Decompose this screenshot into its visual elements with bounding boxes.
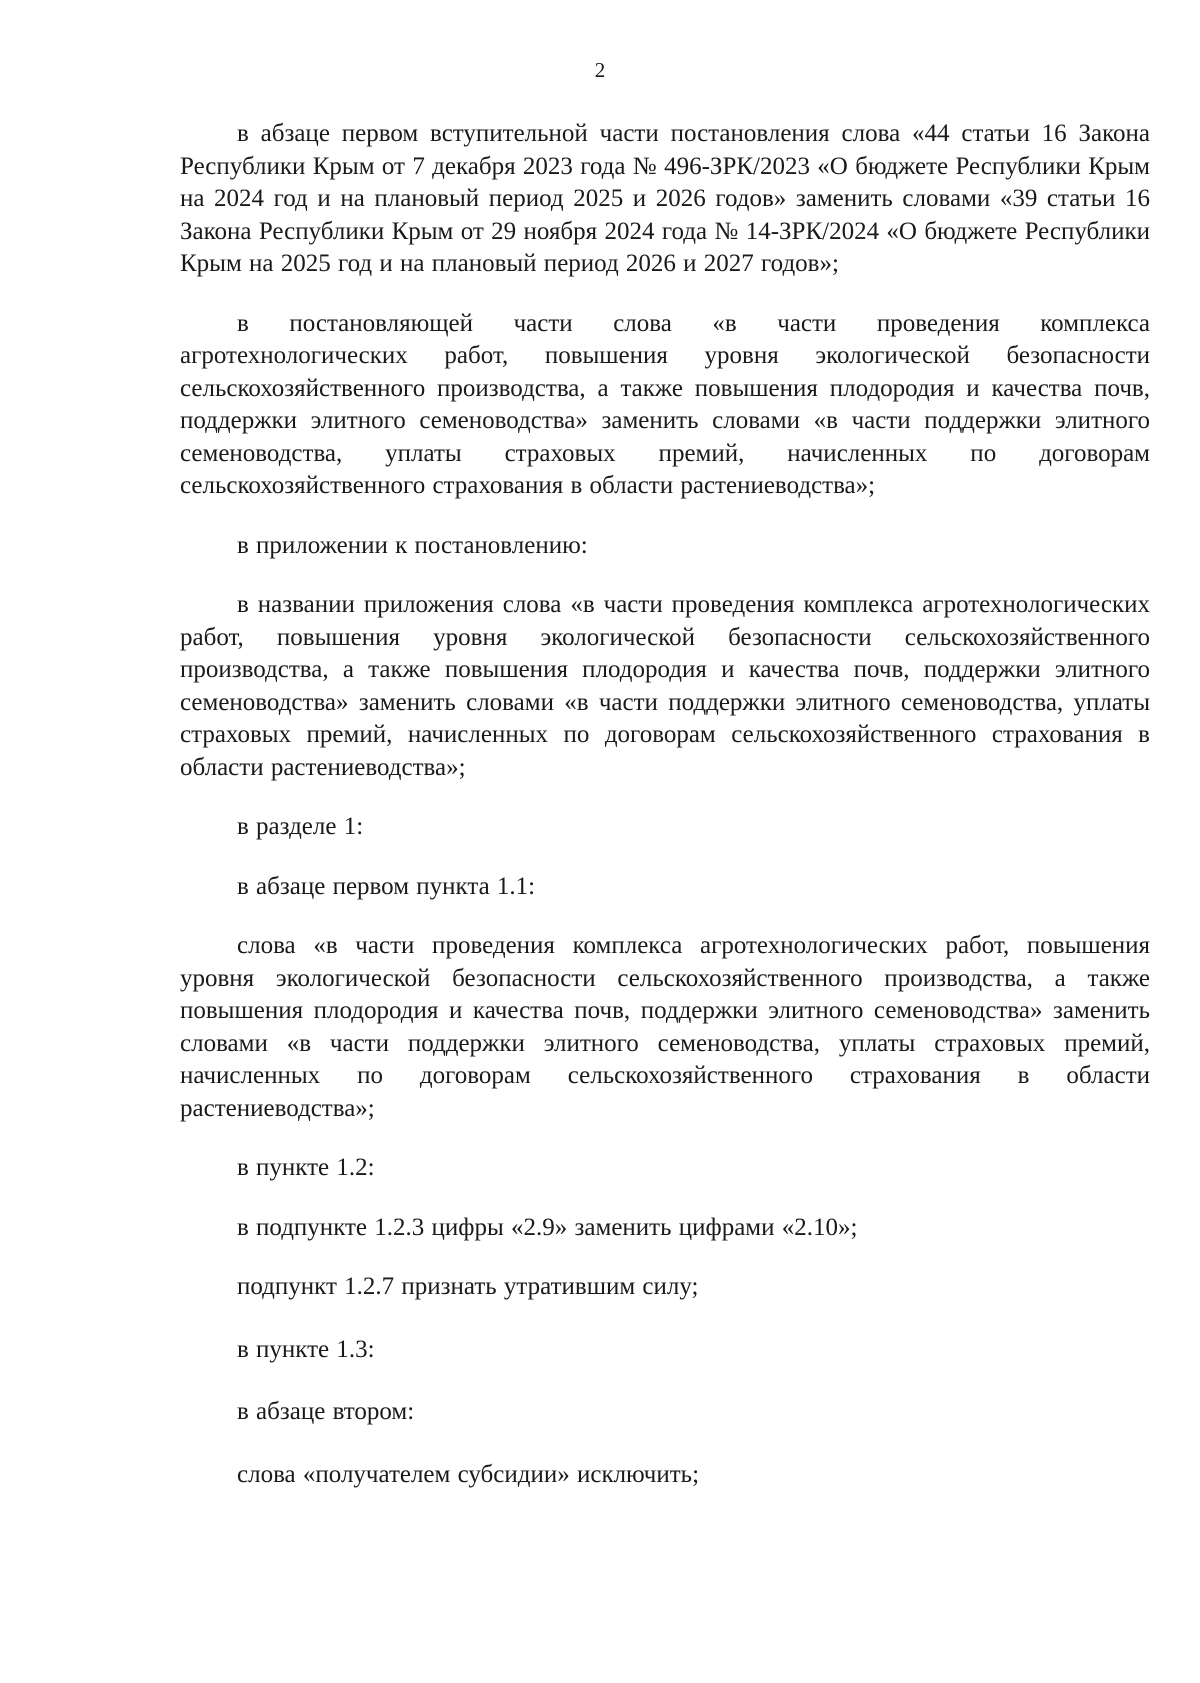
paragraph-appendix-heading: в приложении к постановлению:	[237, 531, 588, 559]
paragraph-subpoint-1-2-7: подпункт 1.2.7 признать утратившим силу;	[237, 1273, 699, 1300]
paragraph-point-1-3: в пункте 1.3:	[237, 1335, 375, 1363]
paragraph-operative-part: в постановляющей части слова «в части проведения комплекса агротехнологических работ, повышения уровня экологической безопасности сельскохозяйственного производства, а также повышения плодородия и качества почв, поддержки элитного семеноводства» заменить словами «в части поддержки элитного семеноводства, уплаты страховых премий, начисленных по договорам сельскохозяйственного страхования в области растениеводства»;	[180, 309, 1150, 499]
paragraph-section-1: в разделе 1:	[237, 813, 364, 840]
paragraph-subpoint-1-2-3: в подпункте 1.2.3 цифры «2.9» заменить цифрами «2.10»;	[237, 1213, 858, 1241]
paragraph-second-abstract: в абзаце втором:	[237, 1398, 415, 1425]
paragraph-appendix-title: в названии приложения слова «в части проведения комплекса агротехнологических работ, повышения уровня экологической безопасности сельскохозяйственного производства, а также повышения плодородия и качества почв, поддержки элитного семеноводства» заменить словами «в части поддержки элитного семеноводства, уплаты страховых премий, начисленных по договорам сельскохозяйственного страхования в области растениеводства»;	[180, 591, 1150, 781]
paragraph-point-1-1: в абзаце первом пункта 1.1:	[237, 872, 536, 900]
paragraph-point-1-2: в пункте 1.2:	[237, 1154, 375, 1181]
paragraph-words-replacement: слова «в части проведения комплекса агротехнологических работ, повышения уровня экологической безопасности сельскохозяйственного производства, а также повышения плодородия и качества почв, поддержки элитного семеноводства» заменить словами «в части поддержки элитного семеноводства, уплаты страховых премий, начисленных по договорам сельскохозяйственного страхования в области растениеводства»;	[180, 932, 1150, 1122]
document-body	[180, 118, 1150, 1491]
paragraph-intro-amendment: в абзаце первом вступительной части постановления слова «44 статьи 16 Закона Республики Крым от 7 декабря 2023 года № 496-ЗРК/2023 «О бюджете Республики Крым на 2024 год и на плановый период 2025 и 2026 годов» заменить словами «39 статьи 16 Закона Республики Крым от 29 ноября 2024 года № 14-ЗРК/2024 «О бюджете Республики Крым на 2025 год и на плановый период 2026 и 2027 годов»;	[180, 120, 1150, 277]
paragraph-words-exclude: слова «получателем субсидии» исключить;	[237, 1460, 700, 1488]
page-number: 2	[594, 58, 606, 82]
